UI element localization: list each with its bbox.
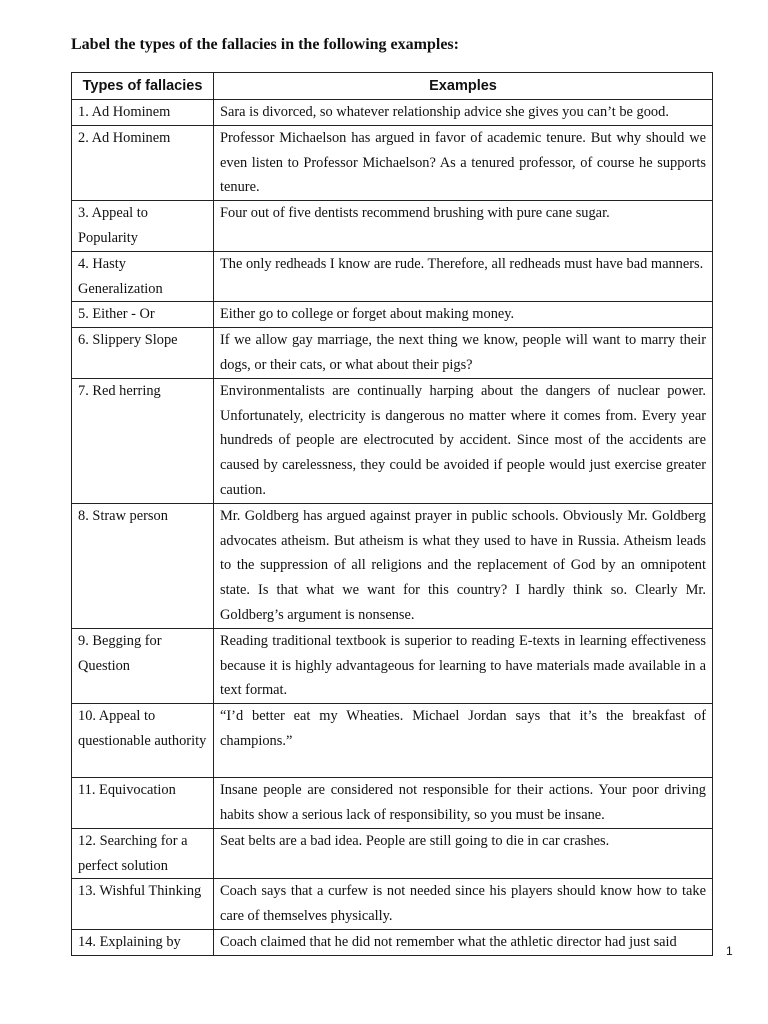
table-row [72, 302, 713, 328]
example-cell: If we allow gay marriage, the next thing we know, people will want to marry their dogs, or their cats, or what about their pigs? [214, 328, 713, 379]
table-row [72, 503, 713, 628]
fallacy-type-cell: 11. Equivocation [72, 778, 214, 829]
example-cell: Either go to college or forget about making money. [214, 302, 713, 328]
table-row [72, 778, 713, 829]
fallacy-type-cell: 5. Either - Or [72, 302, 214, 328]
table-row [72, 628, 713, 703]
table-header-row [72, 73, 713, 100]
fallacy-type-cell: 3. Appeal to Popularity [72, 201, 214, 252]
example-cell: Four out of five dentists recommend brushing with pure cane sugar. [214, 201, 713, 252]
fallacy-type-cell: 2. Ad Hominem [72, 125, 214, 200]
example-cell: Sara is divorced, so whatever relationship advice she gives you can’t be good. [214, 100, 713, 126]
fallacy-type-cell: 13. Wishful Thinking [72, 879, 214, 930]
types-column-header: Types of fallacies [72, 73, 214, 100]
example-cell: Insane people are considered not responsible for their actions. Your poor driving habits show a serious lack of responsibility, so you must be insane. [214, 778, 713, 829]
example-cell: Seat belts are a bad idea. People are still going to die in car crashes. [214, 828, 713, 879]
fallacy-type-cell: 12. Searching for a perfect solution [72, 828, 214, 879]
fallacy-type-cell: 6. Slippery Slope [72, 328, 214, 379]
fallacies-table [71, 72, 713, 956]
example-cell: Professor Michaelson has argued in favor of academic tenure. But why should we even listen to Professor Michaelson? As a tenured professor, of course he supports tenure. [214, 125, 713, 200]
fallacy-type-cell: 9. Begging for Question [72, 628, 214, 703]
worksheet-title: Label the types of the fallacies in the following examples: [71, 36, 459, 53]
example-cell: “I’d better eat my Wheaties. Michael Jordan says that it’s the breakfast of champions.” [214, 704, 713, 778]
fallacy-type-cell: 4. Hasty Generalization [72, 251, 214, 302]
example-cell: The only redheads I know are rude. Therefore, all redheads must have bad manners. [214, 251, 713, 302]
table-row [72, 828, 713, 879]
table-row [72, 328, 713, 379]
table-row [72, 378, 713, 503]
fallacy-type-cell: 10. Appeal to questionable authority [72, 704, 214, 778]
fallacy-type-cell: 14. Explaining by [72, 929, 214, 955]
table-row [72, 125, 713, 200]
example-cell: Mr. Goldberg has argued against prayer in public schools. Obviously Mr. Goldberg advocates atheism. But atheism is what they used to have in Russia. Atheism leads to the suppression of all religions and the replacement of God by an omnipotent state. Is that what we want for this country? I hardly think so. Clearly Mr. Goldberg’s argument is nonsense. [214, 503, 713, 628]
table-row [72, 879, 713, 930]
examples-column-header: Examples [214, 73, 713, 100]
example-cell: Environmentalists are continually harping about the dangers of nuclear power. Unfortunately, electricity is dangerous no matter where it comes from. Every year hundreds of people are electrocuted by accident. Since most of the accidents are caused by carelessness, they could be avoided if people would just exercise greater caution. [214, 378, 713, 503]
page-number: 1 [726, 944, 733, 958]
table-row [72, 251, 713, 302]
example-cell: Coach says that a curfew is not needed since his players should know how to take care of themselves physically. [214, 879, 713, 930]
table-row [72, 929, 713, 955]
table-row [72, 704, 713, 778]
fallacy-type-cell: 8. Straw person [72, 503, 214, 628]
table-row [72, 100, 713, 126]
fallacy-type-cell: 7. Red herring [72, 378, 214, 503]
example-cell: Reading traditional textbook is superior to reading E-texts in learning effectiveness because it is highly advantageous for learning to have materials made available in a text format. [214, 628, 713, 703]
fallacy-type-cell: 1. Ad Hominem [72, 100, 214, 126]
example-cell: Coach claimed that he did not remember what the athletic director had just said [214, 929, 713, 955]
table-row [72, 201, 713, 252]
